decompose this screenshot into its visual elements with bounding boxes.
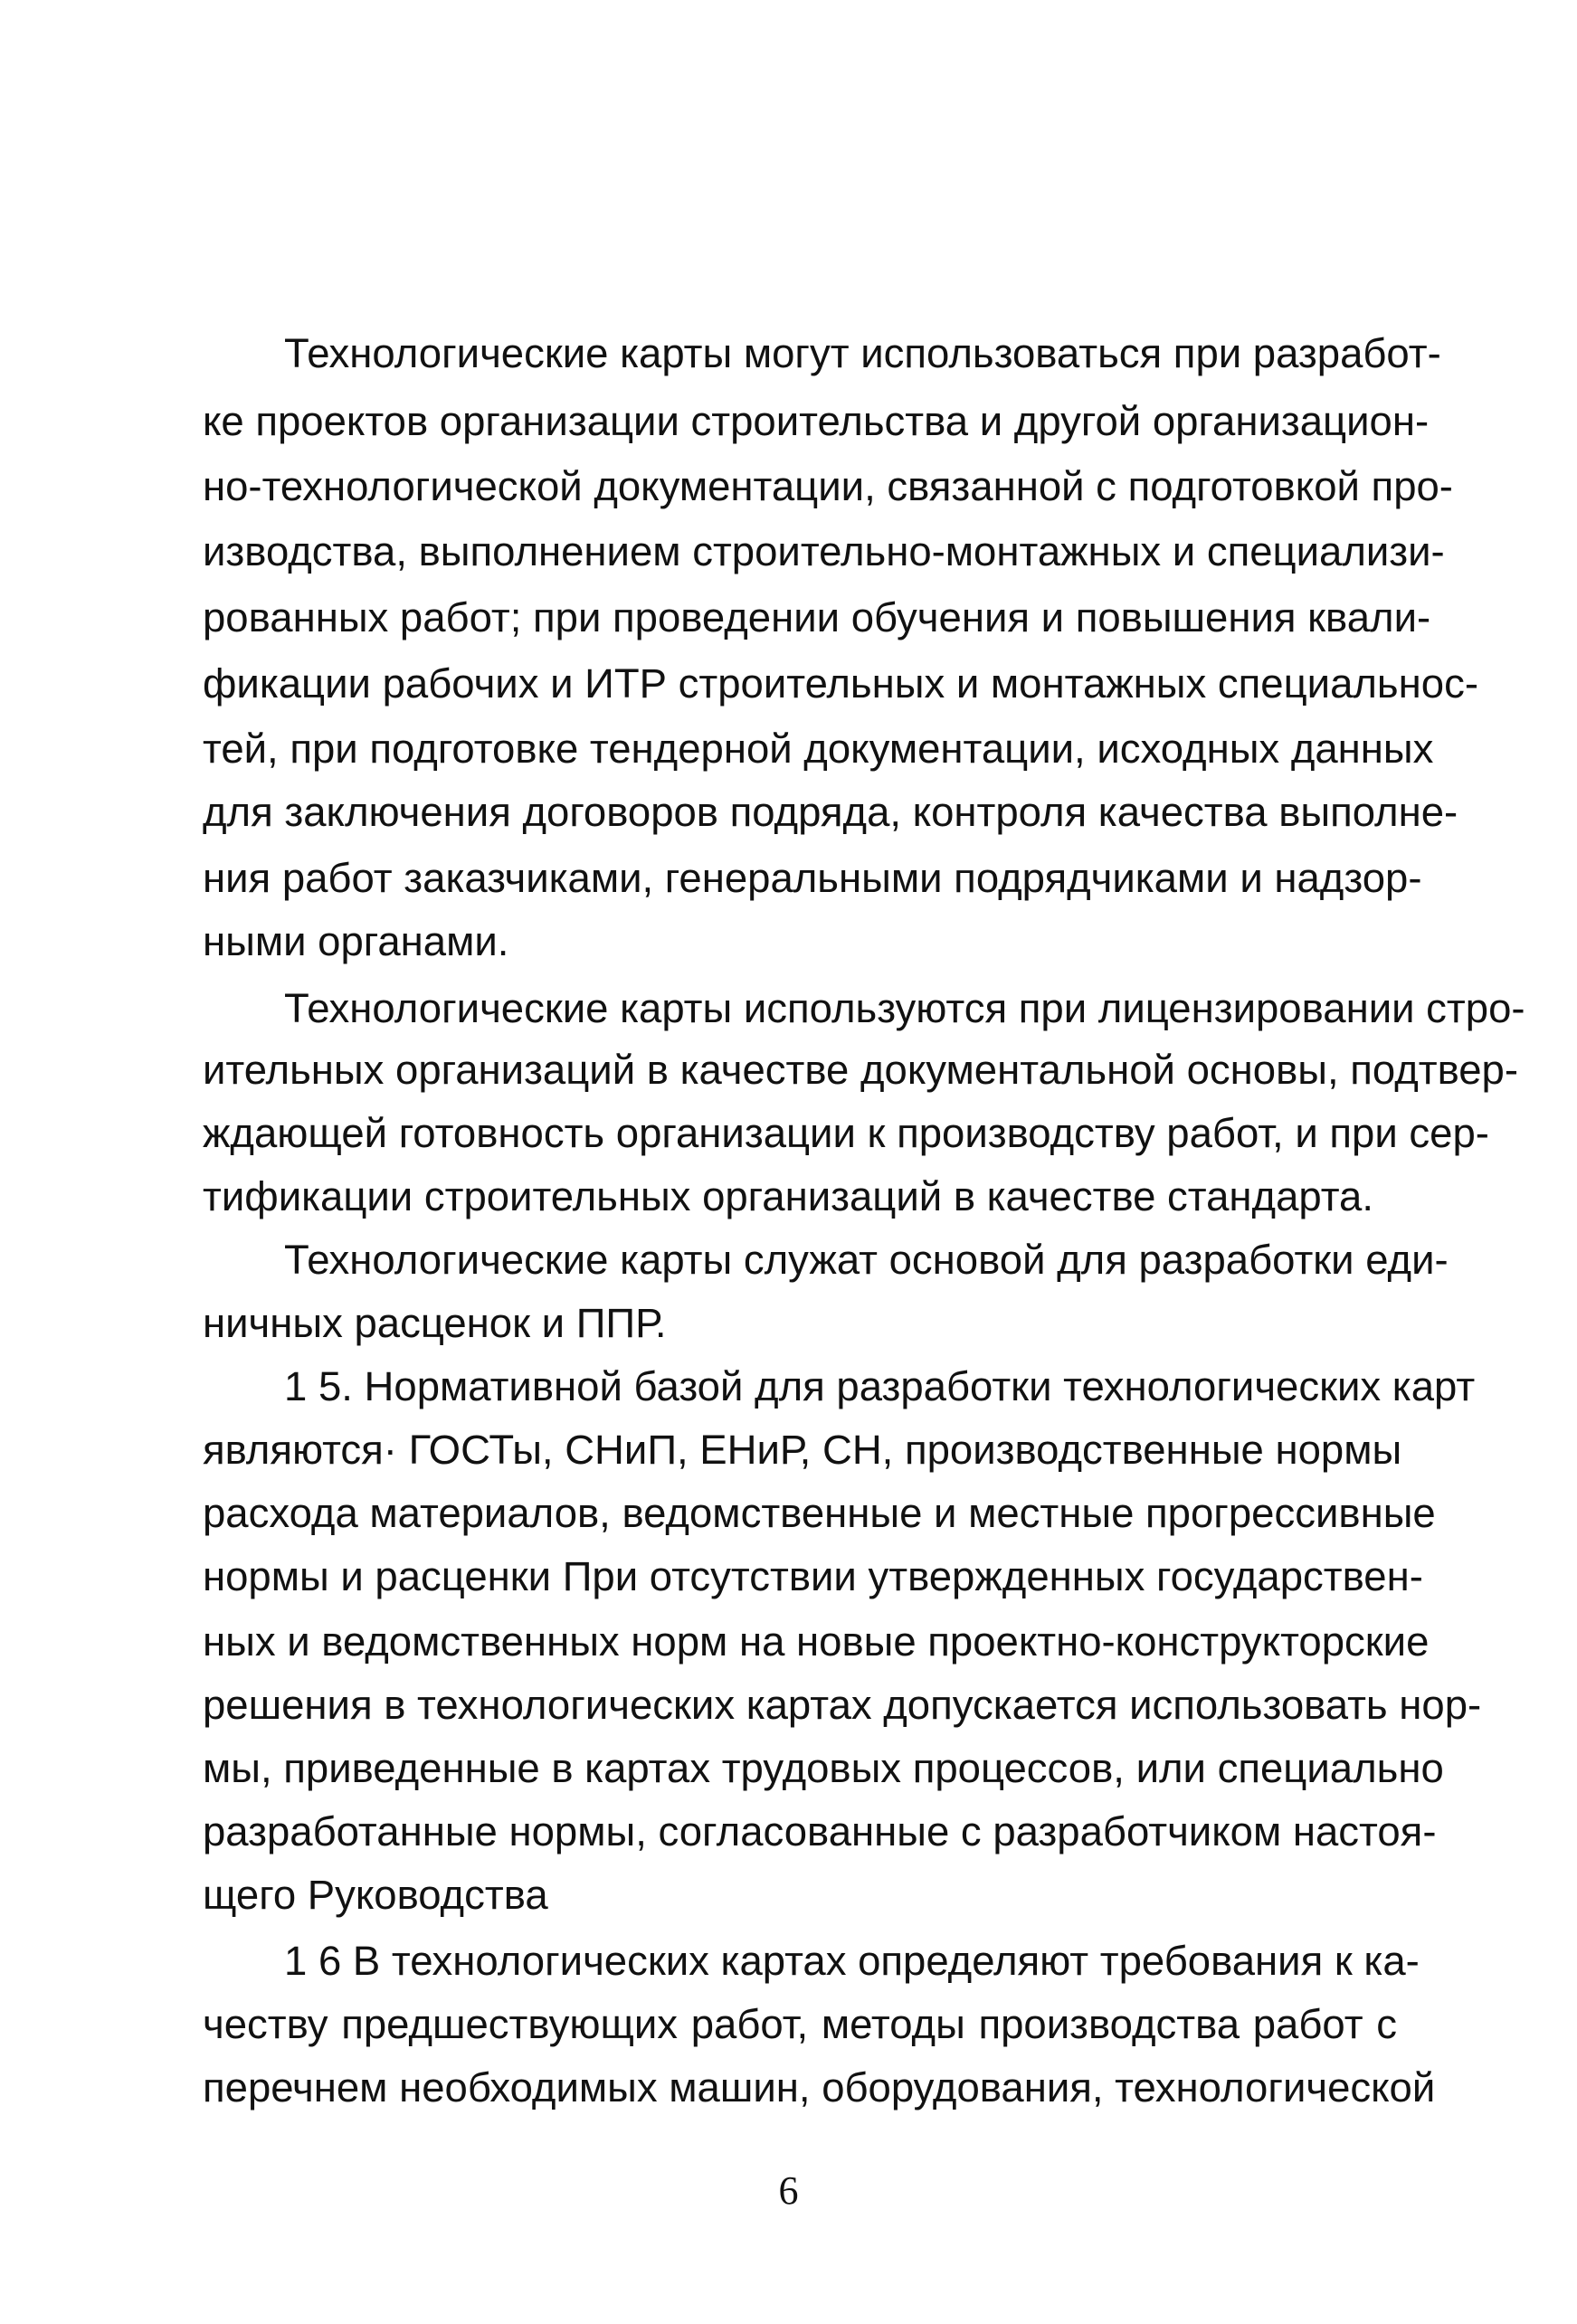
text-line: расхода материалов, ведомственные и местные прогрессивные bbox=[203, 1490, 1436, 1536]
text-line: являются· ГОСТы, СНиП, ЕНиР, СН, производственные нормы bbox=[203, 1427, 1402, 1473]
text-line: ными органами. bbox=[203, 918, 509, 964]
text-line: разработанные нормы, согласованные с разработчиком настоя- bbox=[203, 1808, 1437, 1854]
text-line: честву предшествующих работ, методы производства работ с bbox=[203, 2001, 1397, 2047]
text-line: ительных организаций в качестве документальной основы, подтвер- bbox=[203, 1047, 1519, 1093]
text-line: для заключения договоров подряда, контроля качества выполне- bbox=[203, 789, 1458, 835]
text-line: ничных расценок и ППР. bbox=[203, 1300, 667, 1346]
text-line: перечнем необходимых машин, оборудования, технологической bbox=[203, 2064, 1436, 2111]
text-line: ных и ведомственных норм на новые проектно-конструкторские bbox=[203, 1618, 1430, 1665]
page-number: 6 bbox=[778, 2168, 799, 2213]
text-line: тей, при подготовке тендерной документации, исходных данных bbox=[203, 726, 1434, 772]
text-line: ния работ заказчиками, генеральными подрядчиками и надзор- bbox=[203, 855, 1422, 901]
text-line: мы, приведенные в картах трудовых процессов, или специально bbox=[203, 1745, 1444, 1791]
text-line: рованных работ; при проведении обучения и повышения квали- bbox=[203, 594, 1431, 640]
text-line: решения в технологических картах допускается использовать нор- bbox=[203, 1682, 1482, 1728]
text-line: 1 6 В технологических картах определяют требования к ка- bbox=[284, 1938, 1420, 1984]
text-line: изводства, выполнением строительно-монтажных и специализи- bbox=[203, 528, 1445, 574]
text-line: ке проектов организации строительства и другой организацион- bbox=[203, 398, 1430, 444]
text-line: щего Руководства bbox=[203, 1872, 548, 1918]
text-line: Технологические карты служат основой для разработки еди- bbox=[284, 1237, 1449, 1283]
text-line: тификации строительных организаций в качестве стандарта. bbox=[203, 1173, 1373, 1219]
text-line: нормы и расценки При отсутствии утвержденных государствен- bbox=[203, 1553, 1423, 1599]
text-line: 1 5. Нормативной базой для разработки технологических карт bbox=[284, 1363, 1476, 1409]
text-line: Технологические карты используются при лицензировании стро- bbox=[284, 985, 1525, 1031]
text-line: но-технологической документации, связанной с подготовкой про- bbox=[203, 463, 1453, 509]
text-line: ждающей готовность организации к производству работ, и при сер- bbox=[203, 1110, 1489, 1156]
text-line: фикации рабочих и ИТР строительных и монтажных специальнос- bbox=[203, 660, 1478, 707]
text-line: Технологические карты могут использоваться при разработ- bbox=[284, 330, 1441, 376]
